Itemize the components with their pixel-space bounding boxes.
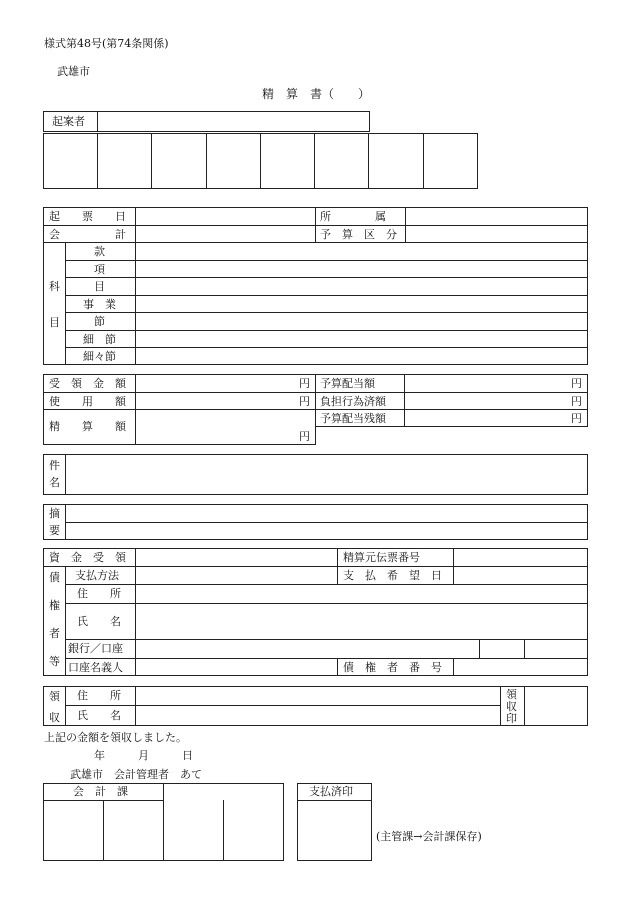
setsu-label: 節 xyxy=(94,315,105,328)
tekiyo-char-2: 要 xyxy=(49,524,60,537)
yen-mark: 円 xyxy=(299,430,310,443)
yen-mark: 円 xyxy=(571,377,582,390)
tekiyo-char-1: 摘 xyxy=(49,507,60,520)
yen-mark: 円 xyxy=(571,395,582,408)
yen-mark: 円 xyxy=(571,412,582,425)
kaikei-ka-label: 会 計 課 xyxy=(73,785,128,798)
receipt-shimei-label: 氏 名 xyxy=(77,709,121,722)
meigi-label: 口座名義人 xyxy=(68,661,123,674)
stamp-char-2: 収 xyxy=(506,700,517,713)
yen-mark: 円 xyxy=(299,377,310,390)
shozoku-label: 所 属 xyxy=(320,210,386,223)
kenmei-char-1: 件 xyxy=(49,459,60,472)
jusho-label: 住 所 xyxy=(77,587,121,600)
kamoku-label-2: 目 xyxy=(49,316,60,329)
shikin-label: 資 金 受 領 xyxy=(49,551,126,564)
jigyo-label: 事 業 xyxy=(83,298,116,311)
yen-mark: 円 xyxy=(299,395,310,408)
juryo-label: 受 領 金 額 xyxy=(49,377,126,390)
saiken-char-2: 権 xyxy=(49,599,60,612)
kan-label: 款 xyxy=(94,245,105,258)
seisan-label: 精 算 額 xyxy=(49,420,126,433)
storage-note: (主管課→会計課保存) xyxy=(376,830,482,843)
shiharai-zumi-label: 支払済印 xyxy=(309,785,353,798)
saiken-char-1: 債 xyxy=(49,571,60,584)
stamp-char-1: 領 xyxy=(506,688,517,701)
date-line: 年 月 日 xyxy=(94,749,193,762)
saiken-bango-label: 債 権 者 番 号 xyxy=(343,661,442,674)
kibobi-label: 支 払 希 望 日 xyxy=(343,569,442,582)
saiken-char-4: 等 xyxy=(49,655,60,668)
kaikei-label: 会 計 xyxy=(49,228,126,241)
futan-label: 負担行為済額 xyxy=(320,395,386,408)
form-number: 様式第48号(第74条関係) xyxy=(44,37,169,50)
zangaku-label: 予算配当残額 xyxy=(320,412,386,425)
receipt-char-2: 収 xyxy=(49,711,60,724)
saisaisetsu-label: 細々節 xyxy=(83,350,116,363)
kenmei-char-2: 名 xyxy=(49,476,60,489)
yosan-haitou-label: 予算配当額 xyxy=(320,377,375,390)
moku-label: 目 xyxy=(94,280,105,293)
receipt-char-1: 領 xyxy=(49,690,60,703)
denpyo-label: 精算元伝票番号 xyxy=(343,551,420,564)
addressee: 武雄市 会計管理者 あて xyxy=(70,768,202,781)
receipt-jusho-label: 住 所 xyxy=(77,689,121,702)
shiharai-hoho-label: 支払方法 xyxy=(75,569,119,582)
received-statement: 上記の金額を領収しました。 xyxy=(44,731,187,744)
city-name: 武雄市 xyxy=(57,65,90,78)
ginko-label: 銀行／口座 xyxy=(68,642,123,655)
shimei-label: 氏 名 xyxy=(77,615,121,628)
stamp-char-3: 印 xyxy=(506,712,517,725)
kian-row xyxy=(43,111,370,132)
saiken-char-3: 者 xyxy=(49,627,60,640)
kihyobi-label: 起 票 日 xyxy=(49,210,126,223)
payee-block xyxy=(43,548,588,676)
kamoku-label-1: 科 xyxy=(49,280,60,293)
kou-label: 項 xyxy=(94,263,105,276)
shiyo-label: 使 用 額 xyxy=(49,395,126,408)
kian-label: 起案者 xyxy=(52,115,85,128)
kenmei-box xyxy=(43,454,588,495)
page-title: 精 算 書（ ） xyxy=(262,87,371,101)
saisetsu-label: 細 節 xyxy=(83,333,116,346)
yosan-kubun-label: 予 算 区 分 xyxy=(320,228,397,241)
